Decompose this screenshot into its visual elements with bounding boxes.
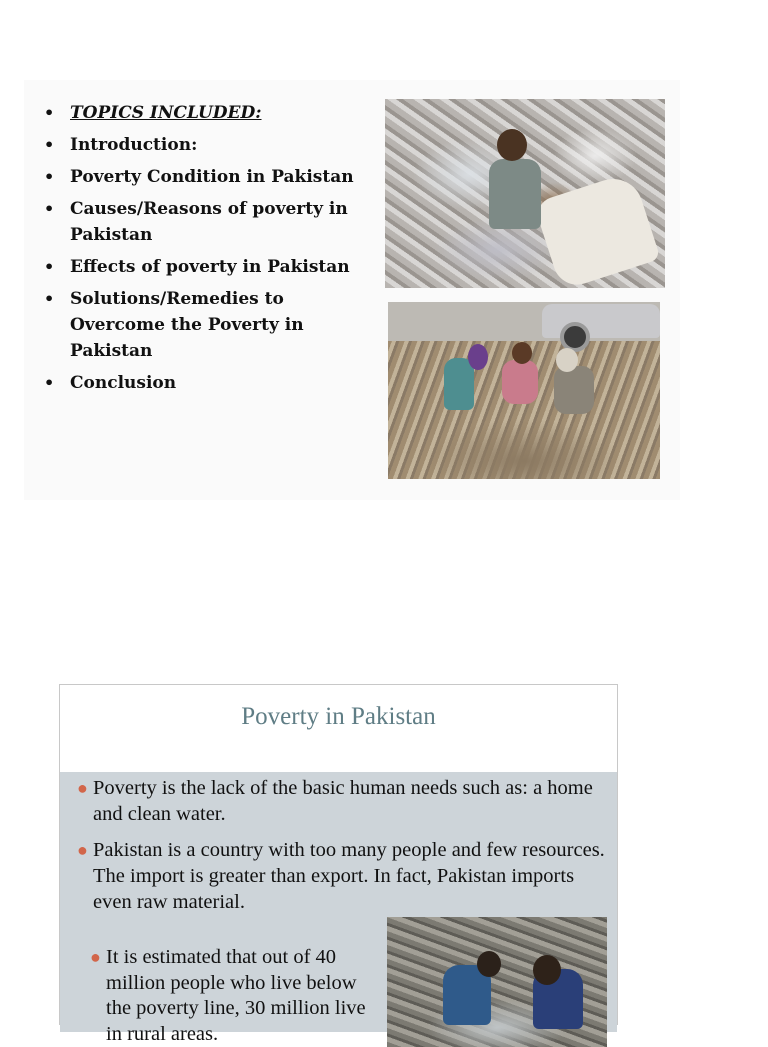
boy-figure [489, 159, 541, 229]
bullet-point [77, 837, 613, 915]
sack-shape [533, 171, 660, 291]
topics-list [40, 100, 380, 402]
slide-header [60, 685, 617, 772]
bullet-text: Poverty is the lack of the basic human needs such as: a home and clean water. [93, 777, 593, 825]
topic-item: • Poverty Condition in Pakistan [40, 164, 380, 190]
bullet-point [90, 945, 376, 1047]
bullet-point [77, 775, 613, 827]
topics-slide [24, 80, 680, 500]
boy-head [497, 129, 527, 161]
bullet-text: Pakistan is a country with too many people and few resources. The import is greater than export. In fact, Pakistan imports even raw material. [93, 839, 605, 913]
topic-item: • Causes/Reasons of poverty in Pakistan [40, 196, 380, 248]
child-in-garbage-photo [385, 99, 665, 288]
child-figure [554, 366, 594, 414]
children-on-dump-photo [388, 302, 660, 479]
slide-title: Poverty in Pakistan [241, 703, 436, 730]
topic-item: • Conclusion [40, 370, 380, 396]
bullet-icon: ● [77, 840, 88, 860]
child-head [533, 955, 561, 985]
bullet-icon: ● [90, 947, 101, 967]
child-head [512, 342, 532, 364]
bullet-icon: ● [77, 778, 88, 798]
topics-heading: • TOPICS INCLUDED: [40, 100, 380, 126]
child-figure [444, 358, 474, 410]
child-figure [502, 360, 538, 404]
child-head [468, 344, 488, 370]
topic-item: • Introduction: [40, 132, 380, 158]
child-head [556, 348, 578, 372]
child-head [477, 951, 501, 977]
slide-body [60, 772, 617, 1045]
bullet-text: It is estimated that out of 40 million people who live below the poverty line, 30 million live in rural areas. [106, 946, 366, 1045]
poverty-slide [59, 684, 618, 1045]
children-in-slum-photo [387, 917, 607, 1047]
topic-item: • Solutions/Remedies to Overcome the Poverty in Pakistan [40, 286, 380, 364]
topic-item: • Effects of poverty in Pakistan [40, 254, 380, 280]
